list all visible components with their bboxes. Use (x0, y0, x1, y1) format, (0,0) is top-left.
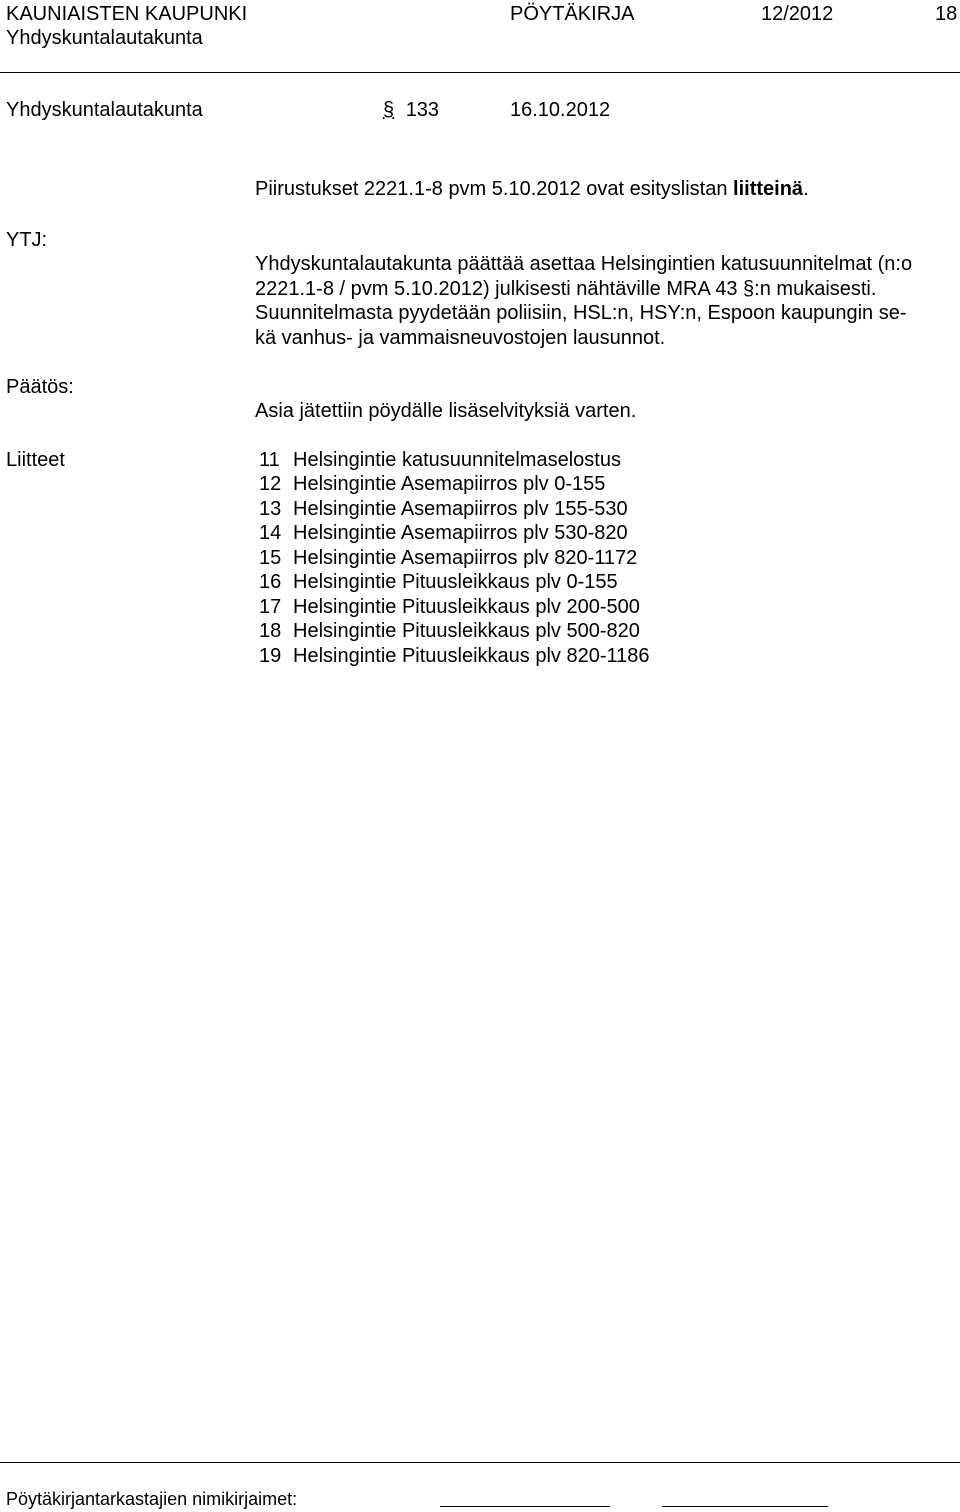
document-number: 12/2012 (761, 3, 834, 25)
list-item (259, 595, 640, 619)
attachment-title: Helsingintie Asemapiirros plv 530-820 (293, 522, 628, 544)
attachment-title: Helsingintie Pituusleikkaus plv 200-500 (293, 596, 640, 618)
municipality-name: KAUNIAISTEN KAUPUNKI (6, 3, 248, 25)
signature-line-1 (440, 1506, 610, 1507)
attachment-number: 12 (259, 473, 282, 495)
list-item (259, 644, 650, 668)
attachment-title: Helsingintie Asemapiirros plv 155-530 (293, 498, 628, 520)
attachment-title: Helsingintie Pituusleikkaus plv 0-155 (293, 571, 618, 593)
signature-line-2 (662, 1506, 828, 1507)
section-reference (383, 98, 439, 122)
section-number: 133 (405, 99, 440, 121)
attachment-number: 13 (259, 498, 282, 520)
ytj-line: 2221.1-8 / pvm 5.10.2012) julkisesti nähtäville MRA 43 §:n mukaisesti. (255, 278, 877, 300)
list-item (259, 570, 618, 594)
attachment-number: 16 (259, 571, 282, 593)
ytj-line: kä vanhus- ja vammaisneuvostojen lausunnot. (255, 327, 666, 349)
decision-text: Asia jätettiin pöydälle lisäselvityksiä varten. (255, 400, 637, 422)
attachment-number: 18 (259, 620, 282, 642)
ytj-line: Yhdyskuntalautakunta päättää asettaa Helsingintien katusuunnitelmat (n:o (255, 253, 913, 275)
attachment-number: 17 (259, 596, 282, 618)
page-number: 18 (935, 3, 958, 25)
attachment-number: 15 (259, 547, 282, 569)
attachment-title: Helsingintie katusuunnitelmaselostus (293, 449, 621, 471)
header-divider (0, 72, 960, 73)
list-item (259, 521, 628, 545)
section-symbol: § (383, 99, 395, 121)
attachment-number: 14 (259, 522, 282, 544)
attachments-label: Liitteet (6, 449, 65, 471)
attachment-title: Helsingintie Pituusleikkaus plv 820-1186 (293, 645, 650, 667)
footer-divider (0, 1462, 960, 1463)
list-item (259, 546, 637, 570)
intro-text: Piirustukset 2221.1-8 pvm 5.10.2012 ovat esityslistan (255, 178, 734, 200)
ytj-line: Suunnitelmasta pyydetään poliisiin, HSL:n, HSY:n, Espoon kaupungin se- (255, 302, 907, 324)
decision-label: Päätös: (6, 376, 74, 398)
list-item (259, 497, 628, 521)
intro-paragraph (255, 177, 809, 201)
attachment-title: Helsingintie Asemapiirros plv 820-1172 (293, 547, 638, 569)
attachment-number: 11 (259, 449, 280, 471)
ytj-label: YTJ: (6, 229, 48, 251)
signature-label: Pöytäkirjantarkastajien nimikirjaimet: (6, 1489, 298, 1509)
list-item (259, 619, 640, 643)
attachment-title: Helsingintie Pituusleikkaus plv 500-820 (293, 620, 640, 642)
document-type: PÖYTÄKIRJA (510, 3, 635, 25)
attachment-title: Helsingintie Asemapiirros plv 0-155 (293, 473, 606, 495)
meeting-date: 16.10.2012 (510, 99, 611, 121)
meeting-committee: Yhdyskuntalautakunta (6, 99, 203, 121)
intro-end: . (803, 178, 809, 200)
intro-bold: liitteinä (733, 178, 804, 200)
header-committee: Yhdyskuntalautakunta (6, 27, 203, 49)
list-item (259, 472, 605, 496)
list-item (259, 448, 621, 472)
attachment-number: 19 (259, 645, 282, 667)
